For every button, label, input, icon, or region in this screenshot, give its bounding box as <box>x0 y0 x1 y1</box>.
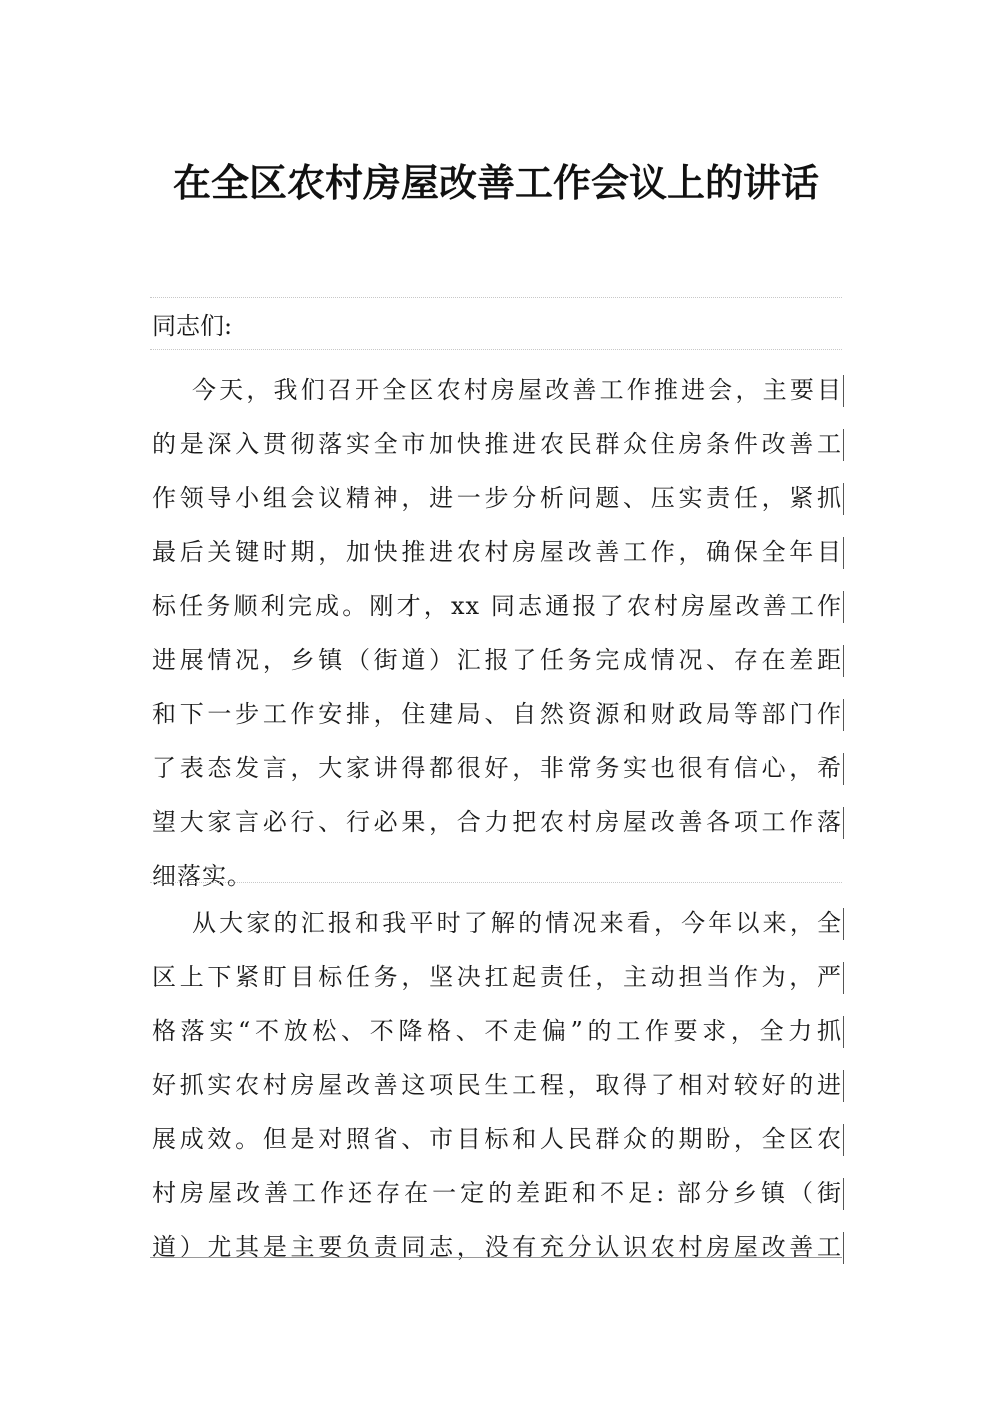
text-line: 作领导小组会议精神，进一步分析问题、压实责任，紧抓 <box>152 471 842 525</box>
paragraph-1 <box>152 363 842 903</box>
text-line: 了表态发言，大家讲得都很好，非常务实也很有信心，希 <box>152 741 842 795</box>
text-line: 好抓实农村房屋改善这项民生工程，取得了相对较好的进 <box>152 1058 842 1112</box>
text-line: 进展情况，乡镇（街道）汇报了任务完成情况、存在差距 <box>152 633 842 687</box>
text-line: 今天，我们召开全区农村房屋改善工作推进会，主要目 <box>152 363 842 417</box>
text-line: 和下一步工作安排，住建局、自然资源和财政局等部门作 <box>152 687 842 741</box>
text-line: 道）尤其是主要负责同志，没有充分认识农村房屋改善工 <box>152 1220 842 1274</box>
text-line: 细落实。 <box>152 862 252 890</box>
divider <box>150 882 842 883</box>
salutation: 同志们: <box>152 312 233 340</box>
page-bottom-rule <box>150 1257 842 1258</box>
divider <box>150 297 842 298</box>
text-line: 区上下紧盯目标任务，坚决扛起责任，主动担当作为，严 <box>152 950 842 1004</box>
text-line: 标任务顺利完成。刚才，xx 同志通报了农村房屋改善工作 <box>152 579 842 633</box>
text-line: 的是深入贯彻落实全市加快推进农民群众住房条件改善工 <box>152 417 842 471</box>
text-line: 村房屋改善工作还存在一定的差距和不足: 部分乡镇（街 <box>152 1166 842 1220</box>
divider <box>150 349 842 350</box>
document-title: 在全区农村房屋改善工作会议上的讲话 <box>172 160 819 205</box>
text-line: 从大家的汇报和我平时了解的情况来看，今年以来，全 <box>152 896 842 950</box>
text-line: 格落实“不放松、不降格、不走偏”的工作要求，全力抓 <box>152 1004 842 1058</box>
paragraph-2 <box>152 896 842 1274</box>
text-line: 展成效。但是对照省、市目标和人民群众的期盼，全区农 <box>152 1112 842 1166</box>
text-line: 望大家言必行、行必果，合力把农村房屋改善各项工作落 <box>152 795 842 849</box>
text-line: 最后关键时期，加快推进农村房屋改善工作，确保全年目 <box>152 525 842 579</box>
